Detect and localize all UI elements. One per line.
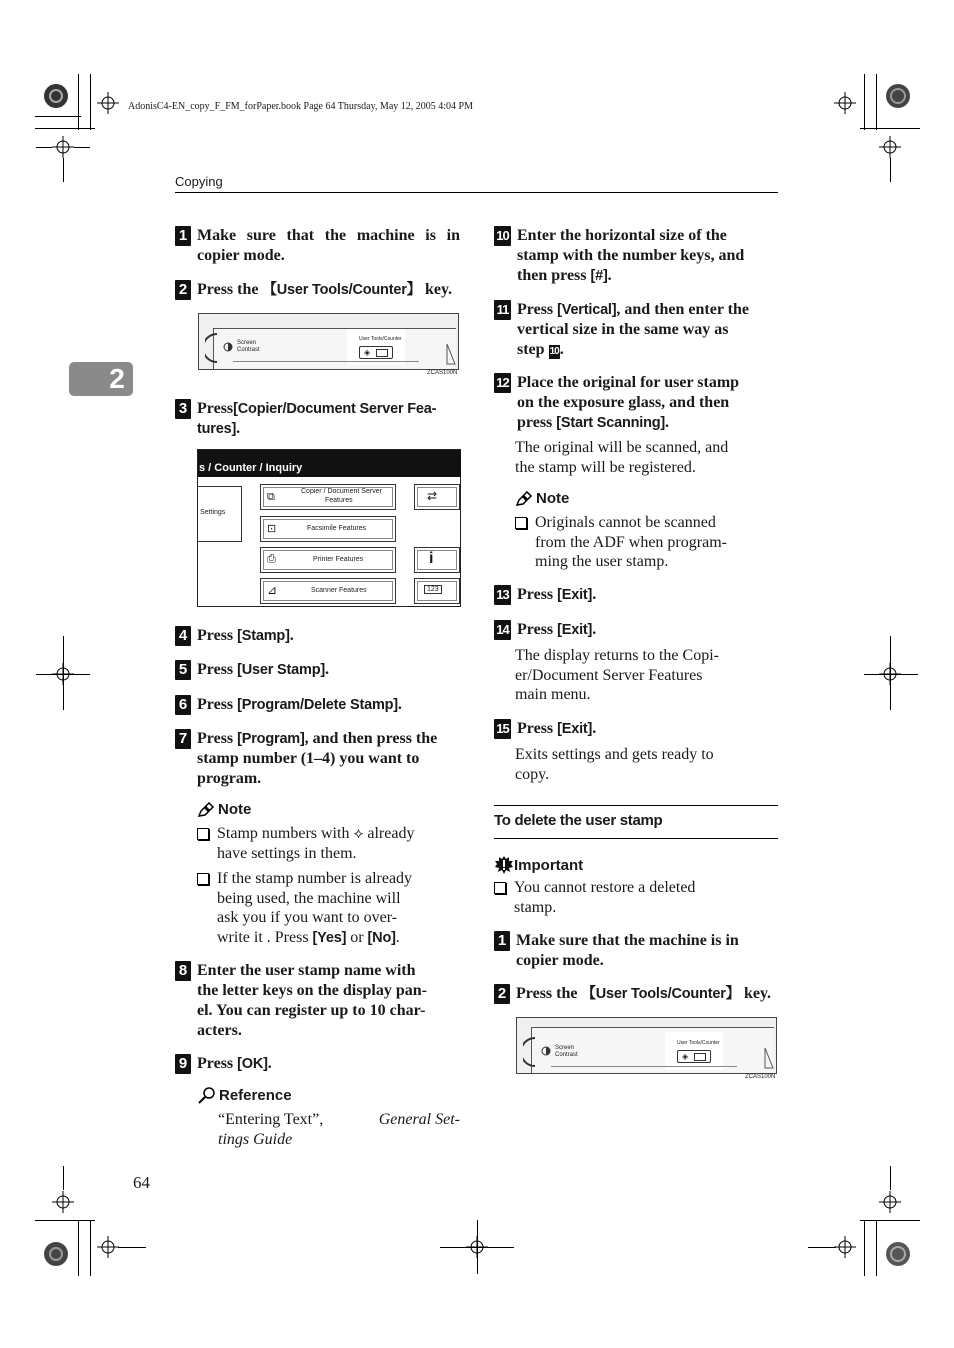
step-14-description: The display returns to the Copi- er/Document Server Features main menu. [515, 647, 719, 703]
copier-features-button-label: [Copier/Document Server Fea- [233, 401, 437, 417]
step-text: Press [Program], and then press the stamp number (1–4) you want to program. [197, 730, 438, 787]
step-15 [494, 719, 778, 739]
crosshair-icon [52, 136, 74, 158]
step-text: Press [Exit]. [517, 621, 597, 638]
step-text: Press [Vertical], and then enter the vertical size in the same way as step 10. [517, 301, 749, 358]
step-number: 3 [175, 399, 191, 419]
fax-icon: ⊡ [267, 523, 277, 535]
contrast-icon [223, 342, 233, 352]
step-10 [494, 226, 778, 286]
step-6 [175, 695, 460, 715]
step-2 [175, 280, 460, 300]
copier-icon: ⧉ [267, 491, 275, 503]
step-reference-badge: 10 [549, 346, 559, 357]
magnifier-icon [197, 1086, 217, 1104]
note-bullet: Stamp numbers with ⟡ already have settings in them. [197, 824, 460, 863]
checkbox-bullet-icon [515, 517, 527, 529]
dial-icon [523, 1036, 537, 1068]
step-number: 1 [175, 226, 191, 246]
note-bullet: Originals cannot be scanned from the ADF when program- ming the user stamp. [515, 513, 778, 572]
figure-code: ZCAS100N [427, 370, 458, 376]
network-icon: ⇄ [427, 489, 438, 503]
step-number: 1 [494, 931, 510, 951]
pencil-icon [515, 491, 533, 507]
crosshair-icon [97, 1236, 119, 1258]
step-8 [175, 961, 460, 1041]
step-9 [175, 1054, 460, 1074]
reference-text: “Entering Text”, General Set- tings Guide [218, 1111, 460, 1148]
step-14 [494, 620, 778, 640]
printer-icon: ⎙ [267, 553, 276, 565]
page-number: 64 [133, 1173, 150, 1192]
important-icon [494, 855, 514, 875]
user-tools-key[interactable]: User Tools/Counter ◈ [347, 329, 405, 365]
counter-button[interactable] [414, 578, 460, 604]
delete-step-1 [494, 931, 778, 971]
printer-features-button[interactable]: ⎙ Printer Features [260, 547, 396, 573]
scanner-features-button[interactable]: ⊿ Scanner Features [260, 578, 396, 604]
note-heading: Note [515, 490, 569, 507]
registration-circle-icon [884, 82, 912, 110]
step-12 [494, 373, 778, 433]
note-bullet: If the stamp number is already being used, the machine will ask you if you want to over- write it . Press [Yes] or [No]. [197, 869, 460, 948]
registration-circle-icon [884, 1240, 912, 1268]
counter-icon: 123 [424, 585, 442, 594]
tools-icon: ◈ [364, 348, 371, 357]
step-1 [175, 226, 460, 266]
step-number: 6 [175, 695, 191, 715]
step-number: 2 [494, 984, 510, 1004]
step-number: 8 [175, 961, 191, 981]
step-number: 11 [494, 300, 511, 320]
note-heading: Note [197, 801, 251, 818]
step-text: Press [Stamp]. [197, 627, 294, 644]
user-tools-key-label: 【User Tools/Counter】 [262, 282, 421, 298]
step-text: Press the 【User Tools/Counter】 key. [197, 281, 453, 298]
reference-heading: Reference [197, 1086, 292, 1104]
section-title: To delete the user stamp [494, 812, 663, 829]
inquiry-button[interactable] [414, 547, 460, 573]
figure-code: ZCAS100N [745, 1074, 776, 1080]
facsimile-features-button[interactable]: ⊡ Facsimile Features [260, 516, 396, 542]
registration-circle-icon [42, 82, 70, 110]
counter-icon [694, 1053, 706, 1061]
step-text: Enter the user stamp name with the letter keys on the display pan- el. You can register up to 10 char- acters. [197, 962, 427, 1039]
crosshair-icon [834, 1236, 856, 1258]
step-text: Press the 【User Tools/Counter】 key. [516, 985, 772, 1002]
copier-document-server-features-button[interactable]: ⧉ Copier / Document Server Features [260, 484, 396, 510]
step-number: 15 [494, 719, 511, 739]
running-header: Copying [175, 174, 223, 189]
step-number: 5 [175, 660, 191, 680]
step-number: 4 [175, 626, 191, 646]
crosshair-icon [879, 136, 901, 158]
important-bullet: You cannot restore a deleted stamp. [494, 878, 778, 917]
step-number: 12 [494, 373, 511, 393]
step-number: 2 [175, 280, 191, 300]
step-3 [175, 399, 460, 439]
delete-step-2 [494, 984, 778, 1004]
step-11 [494, 300, 778, 360]
step-text: Press [OK]. [197, 1055, 272, 1072]
step-text: Make sure that the machine is in copier mode. [197, 227, 460, 264]
header-rule [175, 192, 778, 193]
checkbox-bullet-icon [494, 882, 506, 894]
file-info: AdonisC4-EN_copy_F_FM_forPaper.book Page 64 Thursday, May 12, 2005 4:04 PM [128, 101, 473, 112]
registration-circle-icon [42, 1240, 70, 1268]
step-text: Make sure that the machine is in copier mode. [516, 932, 739, 969]
network-button[interactable] [414, 484, 460, 510]
control-panel-illustration: Screen Contrast User Tools/Counter ◈ [516, 1017, 777, 1074]
step-number: 13 [494, 585, 511, 605]
step-text: Press [Exit]. [517, 720, 597, 737]
step-number: 7 [175, 729, 191, 749]
step-number: 10 [494, 226, 511, 246]
scanner-icon: ⊿ [267, 583, 278, 597]
step-text: Enter the horizontal size of the stamp with the number keys, and then press [#]. [517, 227, 745, 284]
crosshair-icon [52, 1191, 74, 1213]
step-15-description: Exits settings and gets ready to copy. [515, 746, 714, 783]
step-text: Press [User Stamp]. [197, 661, 329, 678]
user-tools-key-label: 【User Tools/Counter】 [581, 986, 740, 1002]
step-text: Place the original for user stamp on the exposure glass, and then press [Start Scanning]. [517, 374, 740, 431]
crosshair-icon [879, 1191, 901, 1213]
step-text: Press [Program/Delete Stamp]. [197, 696, 402, 713]
registered-stamp-icon: ⟡ [353, 824, 364, 842]
step-4 [175, 626, 460, 646]
important-heading: Important [494, 855, 583, 875]
contrast-icon [541, 1046, 551, 1056]
step-text: Press [Exit]. [517, 586, 597, 603]
control-panel-illustration: Screen Contrast User Tools/Counter ◈ [198, 313, 459, 370]
step-text: Press [Copier/Document Server Fea- tures]. [197, 400, 437, 437]
step-13 [494, 585, 778, 605]
user-tools-screen-illustration [197, 449, 461, 607]
settings-button[interactable]: Settings [198, 486, 242, 542]
pencil-icon [197, 802, 215, 818]
checkbox-bullet-icon [197, 873, 209, 885]
crosshair-icon [834, 92, 856, 114]
step-number: 9 [175, 1054, 191, 1074]
info-icon: i [429, 550, 434, 567]
dial-icon [205, 332, 219, 364]
step-12-description: The original will be scanned, and the stamp will be registered. [515, 439, 729, 476]
screen-title-bar: s / Counter / Inquiry [198, 450, 461, 477]
counter-icon [376, 349, 388, 357]
user-tools-key[interactable]: User Tools/Counter ◈ [665, 1032, 723, 1070]
checkbox-bullet-icon [197, 828, 209, 840]
step-number: 14 [494, 620, 511, 640]
crosshair-icon [97, 92, 119, 114]
step-5 [175, 660, 460, 680]
step-7 [175, 729, 460, 789]
chapter-tab: 2 [69, 362, 133, 396]
tools-icon: ◈ [682, 1052, 689, 1061]
